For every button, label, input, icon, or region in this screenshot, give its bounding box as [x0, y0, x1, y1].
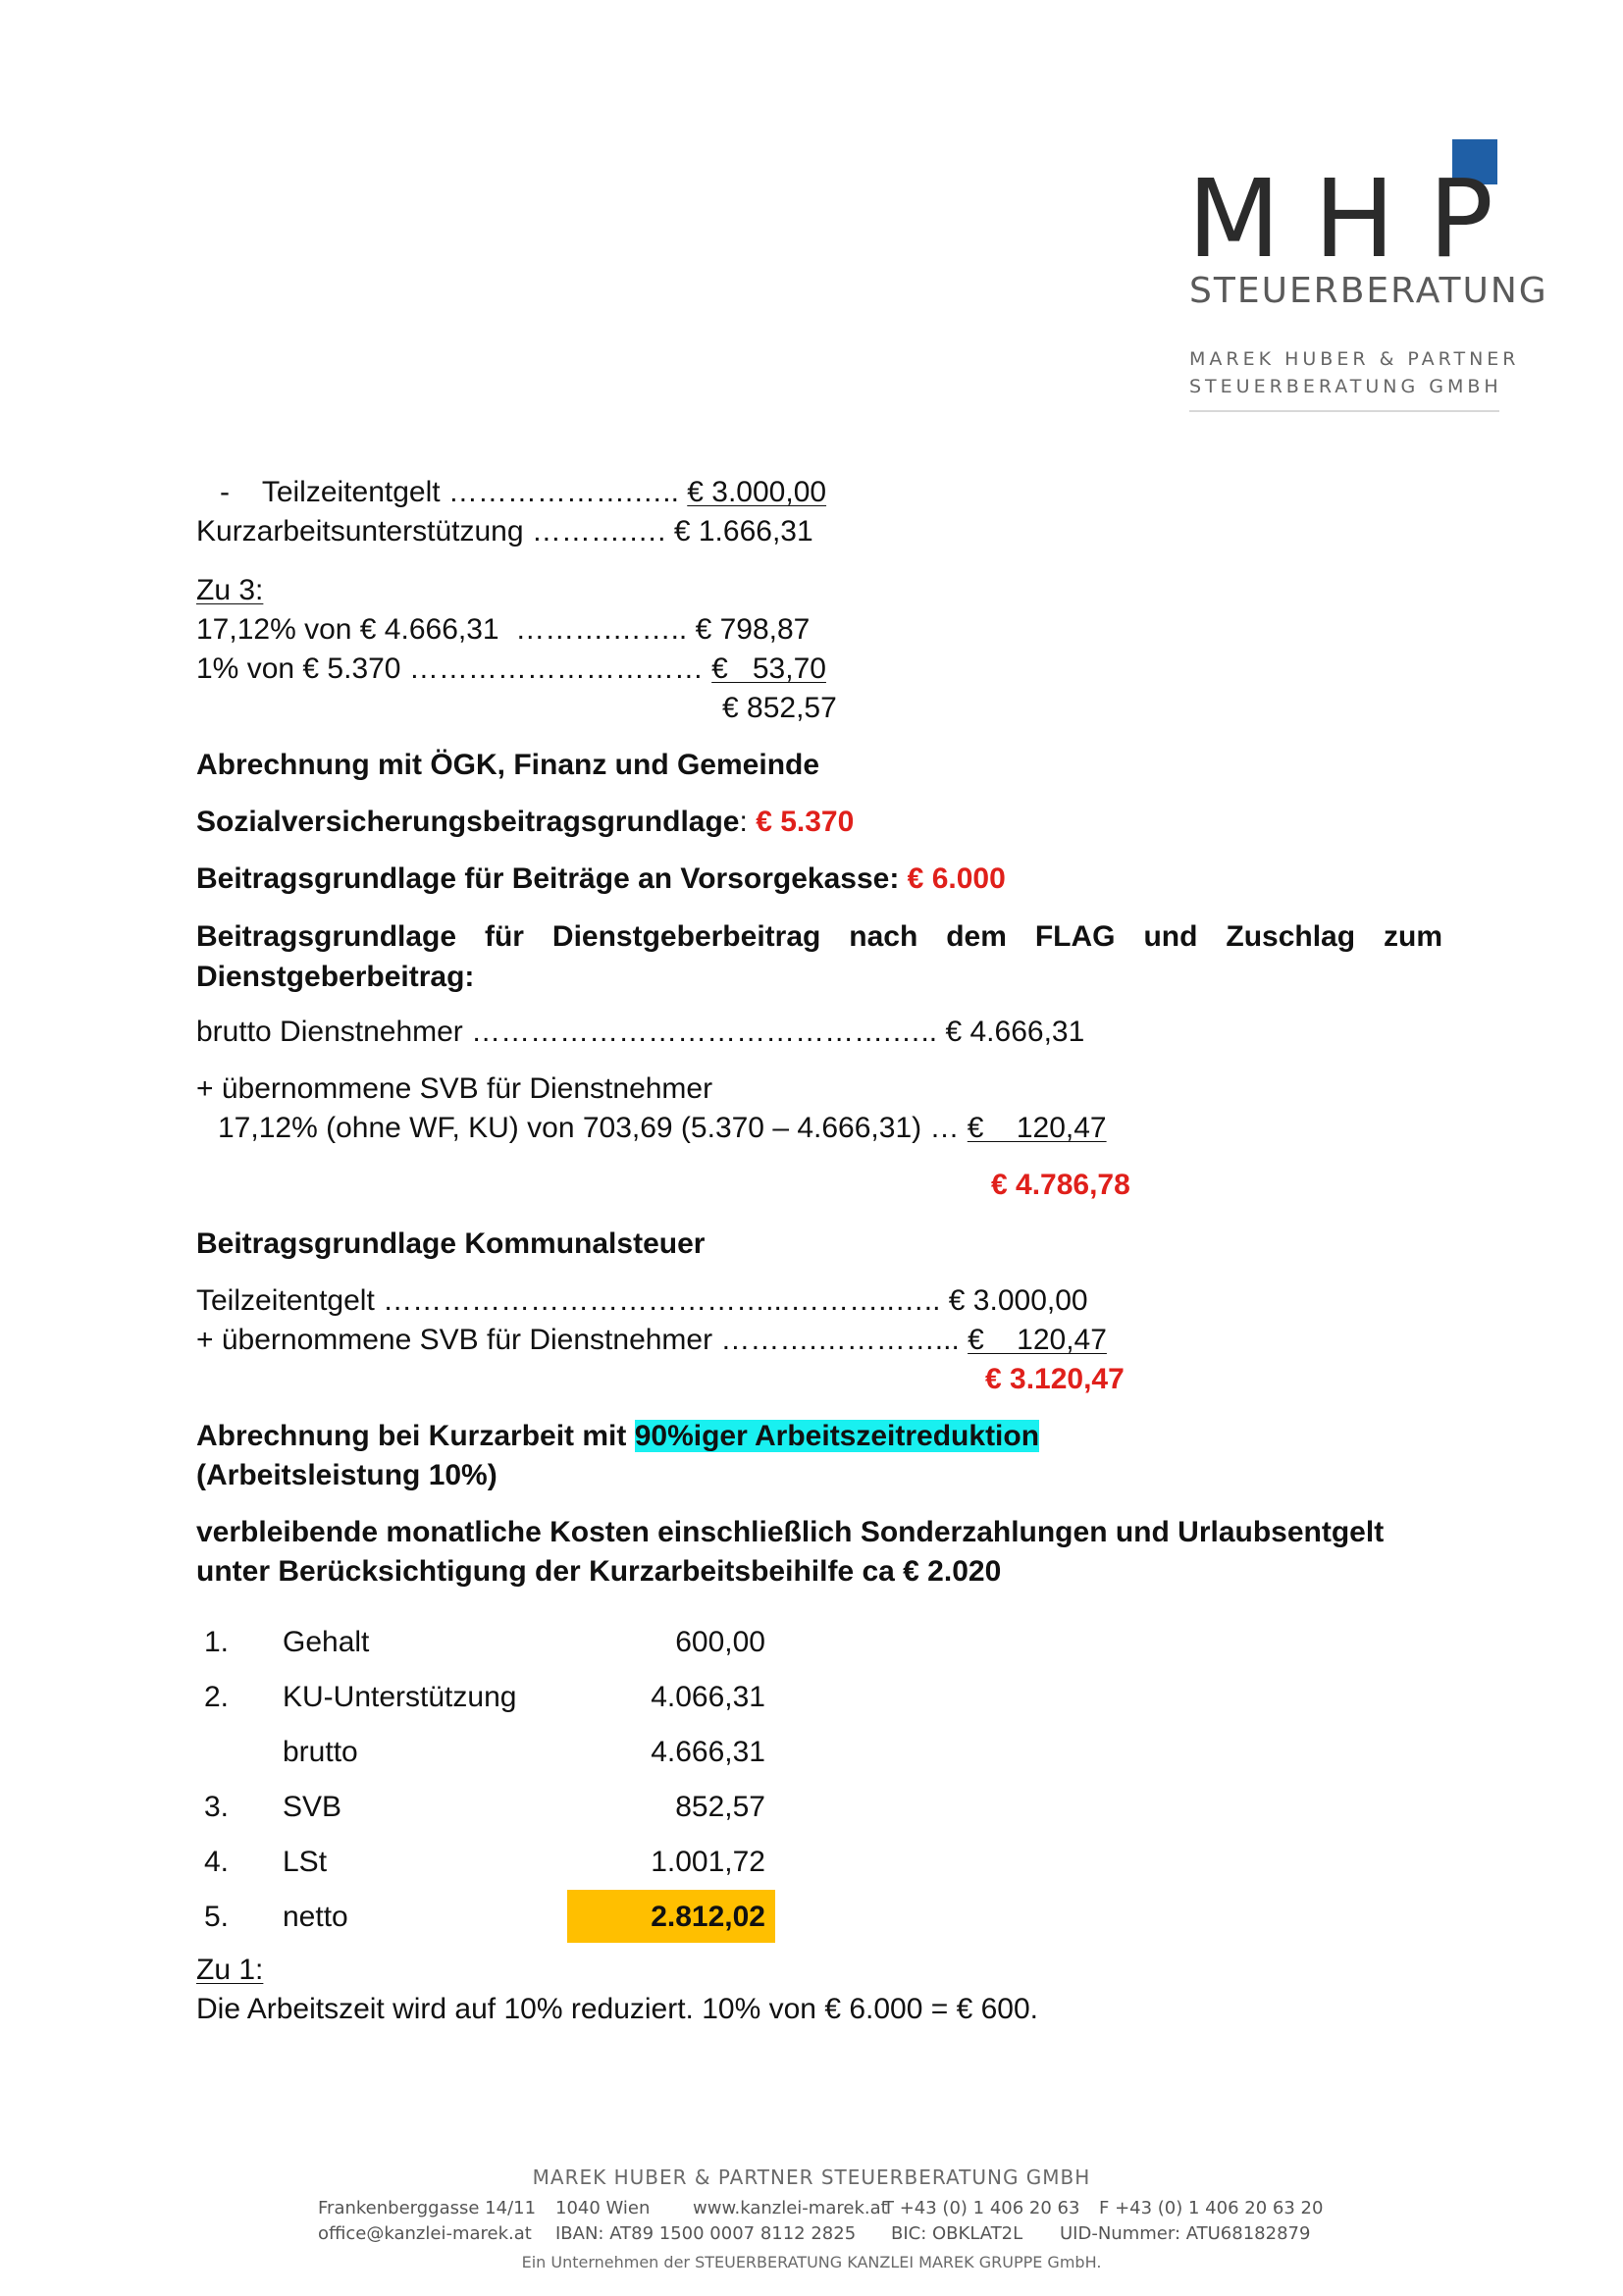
zu1-label: Zu 1:	[196, 1954, 264, 1986]
footer-city: 1040 Wien	[555, 2198, 651, 2218]
footer-group: Ein Unternehmen der STEUERBERATUNG KANZLEI MAREK GRUPPE GmbH.	[521, 2253, 1102, 2271]
footer-bic: BIC: OBKLAT2L	[891, 2223, 1023, 2244]
zu3-label: Zu 3:	[196, 574, 264, 606]
line-brutto-dienstnehmer: brutto Dienstnehmer …………………………………….….. € 4.666,31	[196, 1016, 1085, 1048]
svb-label: Sozialversicherungsbeitragsgrundlage	[196, 806, 740, 838]
row-value: 4.066,31	[651, 1681, 765, 1713]
logo-name-line2: STEUERBERATUNG GMBH	[1189, 376, 1502, 397]
line-teilzeitentgelt	[220, 475, 826, 510]
heading-arbeitsleistung: (Arbeitsleistung 10%)	[196, 1459, 497, 1491]
row-label: KU-Unterstützung	[283, 1681, 517, 1713]
row-num: 5.	[204, 1901, 230, 1933]
line-svb-calc	[218, 1111, 1107, 1146]
footer-fax: F +43 (0) 1 406 20 63 20	[1099, 2198, 1324, 2218]
heading-oegk: Abrechnung mit ÖGK, Finanz und Gemeinde	[196, 749, 820, 781]
line-komm-svb	[196, 1323, 1107, 1358]
kosten-line-2: unter Berücksichtigung der Kurzarbeitsbeihilfe ca € 2.020	[196, 1555, 1002, 1588]
komm-total: € 3.120,47	[985, 1363, 1125, 1395]
logo-company-name	[1189, 345, 1520, 400]
line-1-percent	[196, 652, 826, 687]
flag-total: € 4.786,78	[991, 1169, 1130, 1201]
svb-colon: :	[739, 806, 748, 838]
row-label: netto	[283, 1901, 348, 1933]
line-svb-dienstnehmer: + übernommene SVB für Dienstnehmer	[196, 1072, 713, 1105]
svb-calc-text: 17,12% (ohne WF, KU) von 703,69 (5.370 – 4.666,31) …	[218, 1112, 968, 1144]
line-komm-teilzeitentgelt: Teilzeitentgelt …………………………………...………..….. € 3.000,00	[196, 1284, 1088, 1317]
row-value: 4.666,31	[651, 1736, 765, 1768]
logo-divider	[1189, 410, 1499, 412]
one-percent-text: 1% von € 5.370 …………………………	[196, 652, 712, 685]
heading-kommunalsteuer: Beitragsgrundlage Kommunalsteuer	[196, 1227, 706, 1260]
heading-flag: Beitragsgrundlage für Dienstgeberbeitrag nach dem FLAG und Zuschlag zum Dienstgeberbeitrag:	[196, 920, 1442, 993]
svb-sum: € 852,57	[722, 692, 837, 724]
row-value: 1.001,72	[651, 1846, 765, 1878]
heading-kurzarbeit	[196, 1419, 1039, 1454]
svb-grundlage	[196, 805, 854, 840]
line-17-12-percent: 17,12% von € 4.666,31 ……….…….. € 798,87	[196, 613, 811, 646]
zu1-text: Die Arbeitszeit wird auf 10% reduziert. 10% von € 6.000 = € 600.	[196, 1993, 1039, 2025]
one-percent-value: € 53,70	[711, 652, 826, 685]
row-label: Gehalt	[283, 1626, 370, 1658]
row-num: 3.	[204, 1791, 230, 1823]
svb-calc-value: € 120,47	[967, 1112, 1107, 1144]
ka-heading-text: Abrechnung bei Kurzarbeit mit	[196, 1420, 635, 1452]
row-label: SVB	[283, 1791, 342, 1823]
svb-value: € 5.370	[756, 806, 855, 838]
logo-subtitle: STEUERBERATUNG	[1189, 271, 1548, 311]
row-value: 600,00	[675, 1626, 765, 1658]
komm-svb-text: + übernommene SVB für Dienstnehmer ……….…………...	[196, 1324, 969, 1356]
vorsorgekasse-grundlage	[196, 861, 1006, 897]
footer-iban: IBAN: AT89 1500 0007 8112 2825	[555, 2223, 857, 2244]
row-num: 4.	[204, 1846, 230, 1878]
teilzeit-text: Teilzeitentgelt ……………….…..	[261, 476, 688, 508]
row-label: LSt	[283, 1846, 328, 1878]
teilzeit-value: € 3.000,00	[687, 476, 827, 508]
footer-email: office@kanzlei-marek.at	[318, 2223, 532, 2244]
footer-company: MAREK HUBER & PARTNER STEUERBERATUNG GMBH	[532, 2166, 1091, 2189]
row-value: 2.812,02	[651, 1901, 765, 1933]
komm-svb-value: € 120,47	[968, 1324, 1107, 1356]
row-label: brutto	[283, 1736, 358, 1768]
ka-heading-highlight: 90%iger Arbeitszeitreduktion	[634, 1420, 1040, 1452]
vk-value: € 6.000	[907, 862, 1006, 895]
line-kurzarbeitsunterstuetzung: Kurzarbeitsunterstützung ……….…. € 1.666,31	[196, 515, 813, 548]
dash: -	[220, 476, 230, 508]
footer-phone: T +43 (0) 1 406 20 63	[883, 2198, 1080, 2218]
row-num: 1.	[204, 1626, 230, 1658]
footer-web: www.kanzlei-marek.at	[693, 2198, 888, 2218]
footer-address: Frankenberggasse 14/11	[318, 2198, 537, 2218]
row-value: 852,57	[675, 1791, 765, 1823]
kosten-line-1: verbleibende monatliche Kosten einschließlich Sonderzahlungen und Urlaubsentgelt	[196, 1516, 1385, 1548]
row-num: 2.	[204, 1681, 230, 1713]
logo-mark: MHP	[1187, 156, 1527, 282]
logo-name-line1: MAREK HUBER & PARTNER	[1189, 348, 1520, 370]
vk-label: Beitragsgrundlage für Beiträge an Vorsorgekasse:	[196, 862, 900, 895]
footer-uid: UID-Nummer: ATU68182879	[1060, 2223, 1311, 2244]
